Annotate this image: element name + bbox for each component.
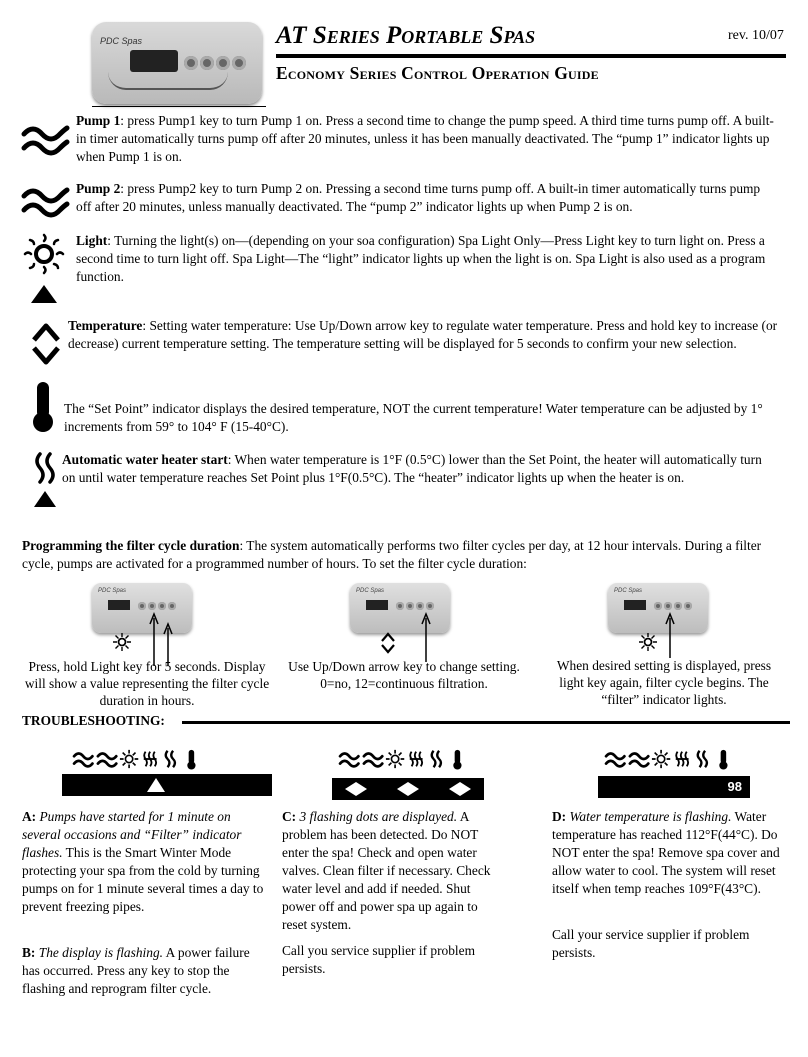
- indicator-icons-row: [332, 748, 482, 770]
- troubleshooting-rule: [182, 721, 790, 724]
- trouble-heading: The display is flashing.: [38, 945, 163, 960]
- panel-button: [148, 602, 156, 610]
- panel-logo: PDC Spas: [614, 588, 643, 594]
- flashing-dots-icon: [344, 781, 472, 797]
- display-bar: [62, 774, 272, 796]
- pointer-arrow-icon: [662, 612, 678, 658]
- panel-button: [216, 56, 230, 70]
- panel-button: [168, 602, 176, 610]
- control-panel-image: [92, 22, 262, 104]
- trouble-item-b: [22, 944, 270, 998]
- panel-button: [674, 602, 682, 610]
- indicator-icons-row: [598, 748, 748, 770]
- pump-waves-icon: [20, 120, 70, 160]
- filter-step-panel-image: [350, 583, 450, 633]
- indicator-icons-row: [66, 748, 216, 770]
- panel-button: [684, 602, 692, 610]
- heater-icon: [32, 452, 58, 484]
- filter-step-caption: Press, hold Light key for 5 seconds. Display will show a value representing the filter cycle duration in hours.: [24, 659, 270, 708]
- trouble-letter: A:: [22, 809, 37, 824]
- trouble-text: Water temperature has reached 112°F(44°C). Do NOT enter the spa! Remove spa cover and allow water to cool. The system will reset itself when temp reaches 109°F(43°C).: [552, 809, 780, 896]
- setpoint-section: [64, 400, 780, 436]
- light-label: Light: [76, 233, 108, 248]
- trouble-text: This is the Smart Winter Mode protecting your spa from the cold by turning pumps on for 1 minute several times a day to prevent freezing pipes.: [22, 845, 264, 914]
- filter-indicator-triangle-icon: [146, 777, 166, 793]
- filter-step-caption: When desired setting is displayed, press light key again, filter cycle begins. The “filter” indicator lights.: [556, 658, 772, 707]
- troubleshooting-title: TROUBLESHOOTING:: [22, 713, 165, 728]
- light-section: [76, 232, 776, 286]
- light-sun-icon: [638, 632, 658, 652]
- trouble-letter: C:: [282, 809, 297, 824]
- trouble-heading: 3 flashing dots are displayed.: [299, 809, 458, 824]
- document-title: AT Series Portable Spas: [276, 22, 536, 49]
- heater-text: : When water temperature is 1°F (0.5°C) lower than the Set Point, the heater will automatically turn on until water temperature reaches Set Point plus 1°F(0.5°C). The “heater” indicator lights up when the heater is on.: [62, 452, 762, 485]
- light-sun-icon: [112, 632, 132, 652]
- filter-text: : The system automatically performs two filter cycles per day, at 12 hour intervals. During a filter cycle, pumps are activated for a programmed number of hours. To set the filter cycle duration:: [22, 538, 762, 571]
- panel-logo: PDC Spas: [100, 36, 143, 46]
- panel-button: [416, 602, 424, 610]
- panel-logo: PDC Spas: [356, 588, 385, 594]
- heater-label: Automatic water heater start: [62, 452, 228, 467]
- up-down-arrow-icon: [380, 632, 396, 654]
- triangle-indicator-icon: [30, 284, 58, 304]
- trouble-note-c: Call you service supplier if problem persists.: [282, 943, 476, 976]
- triangle-indicator-icon: [33, 490, 57, 508]
- pump2-section: [76, 180, 776, 216]
- panel-button: [138, 602, 146, 610]
- panel-underline: [92, 106, 266, 107]
- trouble-letter: D:: [552, 809, 567, 824]
- trouble-text: A problem has been detected. Do NOT enter the spa! Check and open water valves. Clean filter if necessary. Check water level and add if needed. Shut power off and power spa up again to reset system.: [282, 809, 491, 932]
- panel-button: [232, 56, 246, 70]
- pump2-label: Pump 2: [76, 181, 121, 196]
- temperature-label: Temperature: [68, 318, 143, 333]
- panel-button: [184, 56, 198, 70]
- panel-button: [158, 602, 166, 610]
- title-rule: [276, 54, 786, 58]
- panel-button: [406, 602, 414, 610]
- temperature-text: : Setting water temperature: Use Up/Down arrow key to regulate water temperature. Press and hold key to increase (or decrease) current temperature setting. The temperature setting will be displayed for 5 seconds to confirm your new selection.: [68, 318, 778, 351]
- pump1-label: Pump 1: [76, 113, 121, 128]
- panel-button: [200, 56, 214, 70]
- trouble-heading: Water temperature is flashing.: [569, 809, 732, 824]
- trouble-text: A power failure has occurred. Press any key to stop the flashing and reprogram filter cycle.: [22, 945, 250, 996]
- display-temperature-value: 98: [727, 779, 742, 794]
- light-sun-icon: [22, 232, 66, 276]
- trouble-heading: Pumps have started for 1 minute on several occasions and “Filter” indicator flashes.: [22, 809, 242, 860]
- pump2-text: : press Pump2 key to turn Pump 2 on. Pressing a second time turns pump off. A built-in timer automatically turns pump off after 20 minutes, unless manually deactivated. The “pump 2” indicator lights up when Pump 2 is on.: [76, 181, 761, 214]
- light-text: : Turning the light(s) on—(depending on your soa configuration) Spa Light Only—Press Light key to turn light on. Press a second time to turn light off. Spa Light—The “light” indicator lights up when the light is on. Spa Light is also used as a program function.: [76, 233, 766, 284]
- pointer-arrow-icon: [418, 612, 434, 662]
- pump1-text: : press Pump1 key to turn Pump 1 on. Press a second time to change the pump speed. A third time turns pump off. A built-in timer automatically turns pump off after 20 minutes, unless it has been manually deactivated. The “pump 1” indicator lights up when Pump 1 is on.: [76, 113, 774, 164]
- pump1-section: [76, 112, 776, 166]
- panel-logo: PDC Spas: [98, 588, 127, 594]
- pump-waves-icon: [20, 182, 70, 222]
- trouble-letter: B:: [22, 945, 36, 960]
- filter-step-panel-image: [608, 583, 708, 633]
- display-bar: [332, 778, 484, 800]
- filter-step-caption: Use Up/Down arrow key to change setting. 0=no, 12=continuous filtration.: [288, 659, 520, 691]
- trouble-item-a: [22, 808, 270, 916]
- up-down-arrow-icon: [30, 320, 62, 368]
- panel-button: [664, 602, 672, 610]
- filter-step-panel-image: [92, 583, 192, 633]
- panel-screen: [130, 50, 178, 72]
- panel-button: [426, 602, 434, 610]
- setpoint-text: The “Set Point” indicator displays the desired temperature, NOT the current temperature! Water temperature can be adjusted by 1° increments from 59° to 104° F (15-40°C).: [64, 401, 763, 434]
- panel-screen: [366, 600, 388, 610]
- display-bar: [598, 776, 750, 798]
- filter-label: Programming the filter cycle duration: [22, 538, 240, 553]
- filter-section: [22, 537, 782, 573]
- revision-label: rev. 10/07: [728, 28, 784, 43]
- heater-section: [62, 451, 774, 487]
- document-subtitle: Economy Series Control Operation Guide: [276, 63, 599, 83]
- trouble-note-d: Call your service supplier if problem persists.: [552, 927, 750, 960]
- panel-screen: [624, 600, 646, 610]
- thermometer-icon: [30, 380, 56, 434]
- panel-button: [396, 602, 404, 610]
- panel-screen: [108, 600, 130, 610]
- temperature-section: [68, 317, 780, 353]
- trouble-item-c: [282, 808, 504, 934]
- panel-swoosh: [108, 72, 228, 90]
- panel-button: [654, 602, 662, 610]
- trouble-item-d: [552, 808, 792, 898]
